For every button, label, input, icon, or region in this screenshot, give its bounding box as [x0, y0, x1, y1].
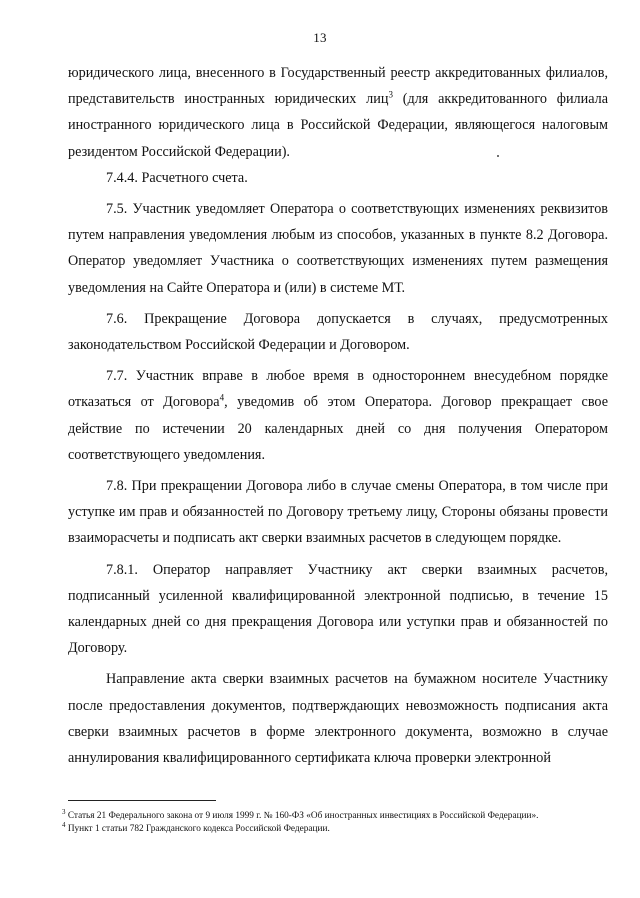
paragraph-legal-entity: [68, 60, 608, 165]
paragraph-text: , уведомив об этом Оператора. Договор прекращает свое действие по истечении 20 календарных дней со дня получения Оператором соответствующего уведомления.: [68, 394, 609, 463]
footnote-4: [62, 820, 622, 836]
footnote-mark: 3: [62, 807, 66, 816]
paragraph-7-5: 7.5. Участник уведомляет Оператора о соответствующих изменениях реквизитов путем направления уведомления любым из способов, указанных в пункте 8.2 Договора. Оператор уведомляет Участника о соответствующих изменениях путем размещения уведомления на Сайте Оператора и (или) в системе МТ.: [68, 201, 608, 296]
paragraph-7-8: 7.8. При прекращении Договора либо в случае смены Оператора, в том числе при уступке им прав и обязанностей по Договору третьему лицу, Стороны обязаны провести взаиморасчеты и подписать акт сверки взаимных расчетов в следующем порядке.: [68, 478, 608, 547]
paragraph-7-4-4: 7.4.4. Расчетного счета.: [106, 169, 248, 186]
paragraph-7-7: [68, 363, 608, 468]
footnote-reference-3: 3: [388, 89, 393, 100]
paragraph-text: 7.7. Участник вправе в любое время в одностороннем внесудебном порядке отказаться от Договора: [68, 368, 608, 411]
paragraph-7-8-1: 7.8.1. Оператор направляет Участнику акт сверки взаимных расчетов, подписанный усиленной квалифицированной электронной подписью, в течение 15 календарных дней со дня прекращения Договора или уступки прав и обязанностей по Договору.: [68, 561, 608, 657]
footnote-mark: 4: [62, 820, 66, 829]
footnote-reference-4: 4: [219, 392, 225, 403]
footnote-separator: [68, 800, 216, 801]
scan-speck: [497, 155, 499, 157]
paragraph-paper-act: Направление акта сверки взаимных расчетов на бумажном носителе Участнику после предоставления документов, подтверждающих невозможность подписания акта сверки взаимных расчетов в форме электронного документа, возможно в случае аннулирования квалифицированного сертификата ключа проверки электронной: [68, 671, 608, 767]
body-text: [68, 60, 608, 771]
footnote-text: Статья 21 Федерального закона от 9 июля 1999 г. № 160-ФЗ «Об иностранных инвестициях в Российской Федерации».: [65, 811, 539, 821]
footnote-text: Пункт 1 статьи 782 Гражданского кодекса Российской Федерации.: [65, 824, 330, 834]
paragraph-text: (для аккредитованного филиала иностранного юридического лица в Российской Федерации, являющегося налоговым резидентом Российской Федерации).: [68, 91, 609, 160]
paragraph-7-6: 7.6. Прекращение Договора допускается в случаях, предусмотренных законодательством Российской Федерации и Договором.: [68, 310, 608, 354]
page-number: 13: [313, 30, 327, 45]
paragraph-text: юридического лица, внесенного в Государственный реестр аккредитованных филиалов, представительств иностранных юридических лиц: [68, 65, 608, 108]
footnote-3: [62, 807, 622, 823]
footnotes: [62, 807, 622, 836]
